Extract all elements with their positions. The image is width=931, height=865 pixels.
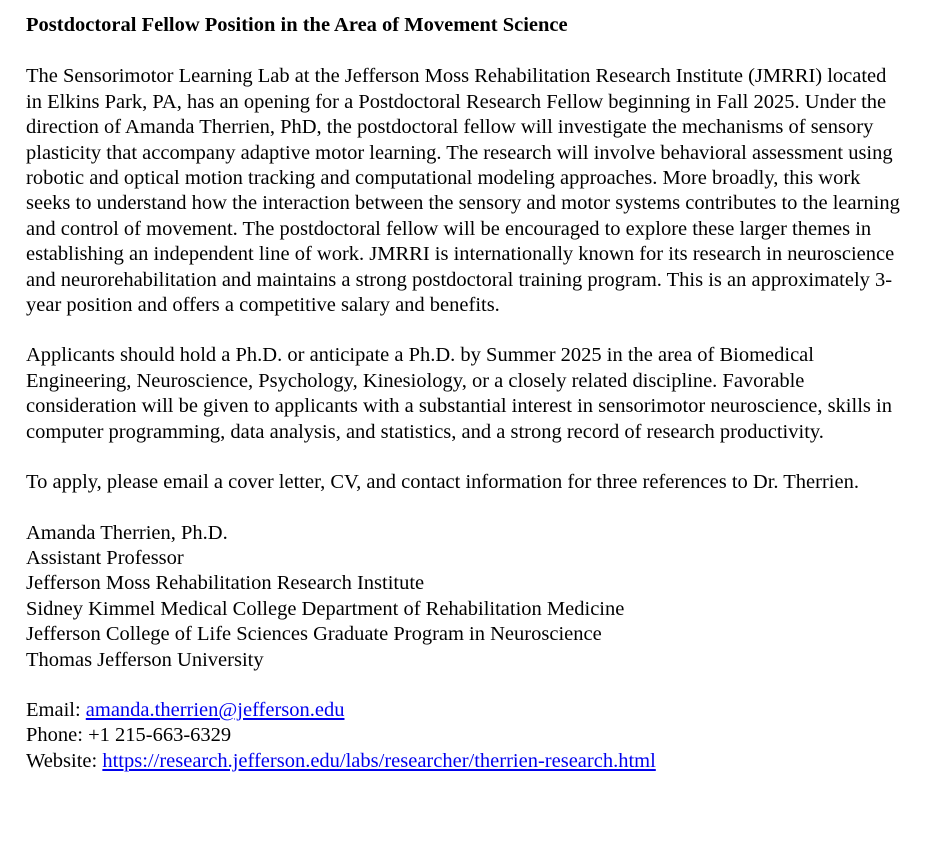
phone-label: Phone: (26, 724, 89, 747)
signature-name: Amanda Therrien, Ph.D. (26, 521, 228, 544)
website-line (26, 749, 906, 774)
description-paragraph: The Sensorimotor Learning Lab at the Jefferson Moss Rehabilitation Research Institute (JMRRI) located in Elkins Park, PA, has an opening for a Postdoctoral Research Fellow beginning in Fall 2025. Under the direction of Amanda Therrien, PhD, the postdoctoral fellow will investigate the mechanisms of sensory plasticity that accompany adaptive motor learning. The research will involve behavioral assessment using robotic and optical motion tracking and computational modeling approaches. More broadly, this work seeks to understand how the interaction between the sensory and motor systems contributes to the learning and control of movement. The postdoctoral fellow will be encouraged to explore these larger themes in establishing an independent line of work. JMRRI is internationally known for its research in neuroscience and neurorehabilitation and maintains a strong postdoctoral training program. This is an approximately 3-year position and offers a competitive salary and benefits. (26, 65, 900, 317)
signature-affiliation: Jefferson College of Life Sciences Graduate Program in Neuroscience (26, 623, 602, 646)
signature-affiliation: Jefferson Moss Rehabilitation Research Institute (26, 572, 425, 595)
phone-number: +1 215-663-6329 (88, 724, 232, 747)
signature-role: Assistant Professor (26, 546, 184, 569)
signature-block (26, 521, 906, 673)
website-label: Website: (26, 749, 103, 772)
email-link[interactable]: amanda.therrien@jefferson.edu (85, 698, 345, 721)
application-paragraph: To apply, please email a cover letter, CV, and contact information for three references to Dr. Therrien. (26, 471, 859, 494)
email-line (26, 698, 906, 723)
page-title: Postdoctoral Fellow Position in the Area of Movement Science (26, 14, 568, 36)
signature-affiliation: Sidney Kimmel Medical College Department of Rehabilitation Medicine (26, 597, 625, 620)
requirements-paragraph: Applicants should hold a Ph.D. or anticipate a Ph.D. by Summer 2025 in the area of Biomedical Engineering, Neuroscience, Psychology, Kinesiology, or a closely related discipline. Favorable consideration will be given to applicants with a substantial interest in sensorimotor neuroscience, skills in computer programming, data analysis, and statistics, and a strong record of research productivity. (26, 344, 892, 443)
contact-block (26, 698, 906, 774)
phone-line (26, 723, 906, 748)
website-link[interactable]: https://research.jefferson.edu/labs/researcher/therrien-research.html (102, 749, 656, 772)
email-label: Email: (26, 698, 86, 721)
signature-affiliation: Thomas Jefferson University (26, 648, 264, 671)
